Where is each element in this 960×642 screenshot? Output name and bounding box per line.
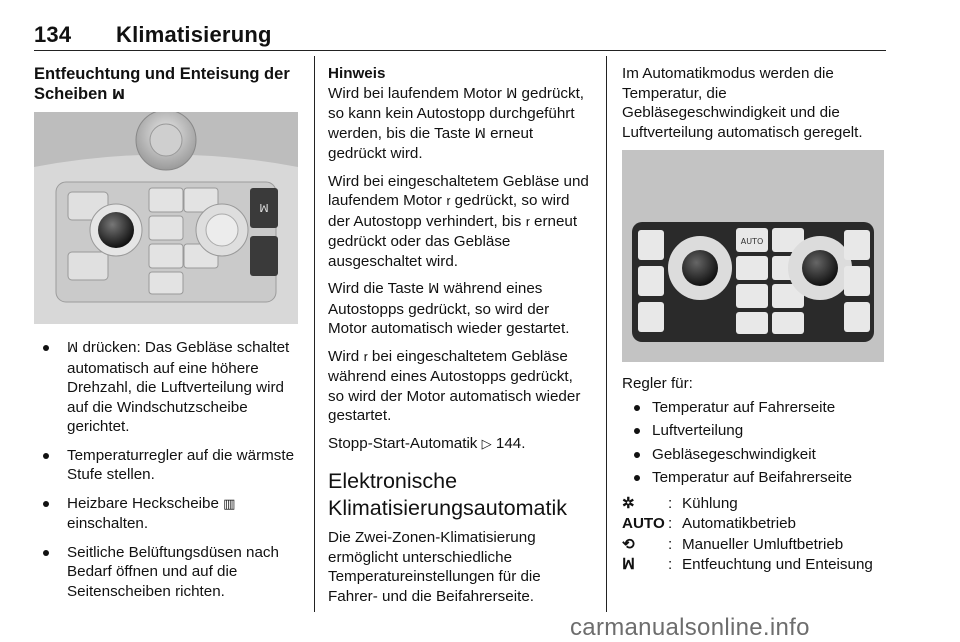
page-header [34,22,272,48]
list-item: Temperatur auf Beifahrerseite [622,468,888,488]
section-title-automatic-climate: Elektronische Klimatisierungsautomatik [328,469,567,520]
defrost-steps-list [34,338,302,601]
column-3 [622,64,888,575]
note-title: Hinweis [328,65,386,82]
controls-heading: Regler für: [622,375,693,392]
column-1 [34,64,302,610]
fan-off-icon: ꭇ [525,214,530,230]
page-ref-arrow-icon: ▷ [481,436,492,452]
fan-off-icon: ꭇ [363,349,368,365]
section-paragraph: Die Zwei-Zonen-Klimatisierung ermöglicht unterschiedliche Temperatureinstellungen für die Fahrer- und die Beifahrerseite. [328,529,541,605]
list-item: Temperaturregler auf die wärmste Stufe stellen. [34,446,302,485]
note-paragraph: Wird bei laufendem Motor ꟽ gedrückt, so kann kein Autostopp durchgeführt werden, bis die Taste ꟽ erneut gedrückt wird. [328,84,585,162]
fan-off-icon: ꭇ [446,194,451,209]
legend-value: Kühlung [682,494,738,512]
list-item: Temperatur auf Fahrerseite [622,398,888,418]
legend-value: Manueller Umluftbetrieb [682,535,844,553]
chapter-title: Klimatisierung [116,22,272,47]
cross-reference[interactable]: Stopp-Start-Automatik ▷ 144. [328,434,592,455]
legend-value: Automatikbetrieb [682,515,796,532]
defrost-icon: ꟽ [622,556,636,573]
defrost-icon: ꟽ [67,341,79,356]
svg-text:ꟽ: ꟽ [259,202,269,215]
section-heading-defrost: Entfeuchtung und Enteisung der Scheiben ꟽ [34,64,302,106]
note-paragraph: Wird bei eingeschaltetem Gebläse und laufendem Motor ꭇ gedrückt, so wird der Autostopp verhindert, bis ꭇ erneut gedrückt oder das Gebläse ausgeschaltet wird. [328,172,589,270]
defrost-icon: ꟽ [428,282,440,297]
note-paragraph: Wird die Taste ꟽ während eines Autostopps gedrückt, so wird der Motor automatisch wieder gestartet. [328,280,570,337]
legend-value: Entfeuchtung und Enteisung [682,556,873,573]
list-item: Gebläsegeschwindigkeit [622,445,888,465]
climate-panel-photo-right [622,150,884,362]
column-divider-2 [606,56,607,612]
controls-list [622,398,888,488]
column-2 [328,64,592,614]
climate-panel-photo-left [34,112,298,324]
recirculation-icon: ⟲ [622,535,635,553]
auto-button-label: AUTO [740,237,764,246]
defrost-icon: ꟽ [506,86,518,102]
intro-paragraph: Im Automatikmodus werden die Temperatur, die Gebläsegeschwindigkeit und die Luftverteilung automatisch geregelt. [622,65,863,141]
defrost-icon: ꟽ [111,88,125,103]
auto-label: AUTO [622,515,665,532]
header-rule [34,50,886,51]
climate-panel-illustration [34,112,298,324]
cooling-icon: ✲ [622,494,635,512]
auto-climate-panel-illustration [622,150,884,362]
rear-defrost-icon: ▥ [223,496,236,512]
note-paragraph: Wird ꭇ bei eingeschaltetem Gebläse während eines Autostopps gedrückt, so wird der Motor automatisch wieder gestartet. [328,347,581,424]
column-divider-1 [314,56,315,612]
defrost-icon: ꟽ [474,126,486,142]
list-item: Heizbare Heckscheibe ▥ einschalten. [34,494,302,534]
button-legend: ✲ : Kühlung AUTO : Automatikbetrieb ⟲ : Manueller Umluftbetrieb ꟽ : Entfeuchtung und Enteisung [622,494,888,575]
watermark: carmanualsonline.info [570,614,810,641]
page-number: 134 [34,22,72,47]
list-item: ꟽ drücken: Das Gebläse schaltet automatisch auf eine höhere Drehzahl, die Luftverteilung wird auf die Windschutzscheibe gerichtet. [34,338,302,437]
list-item: Seitliche Belüftungsdüsen nach Bedarf öffnen und auf die Seitenscheiben richten. [34,543,302,602]
list-item: Luftverteilung [622,421,888,441]
